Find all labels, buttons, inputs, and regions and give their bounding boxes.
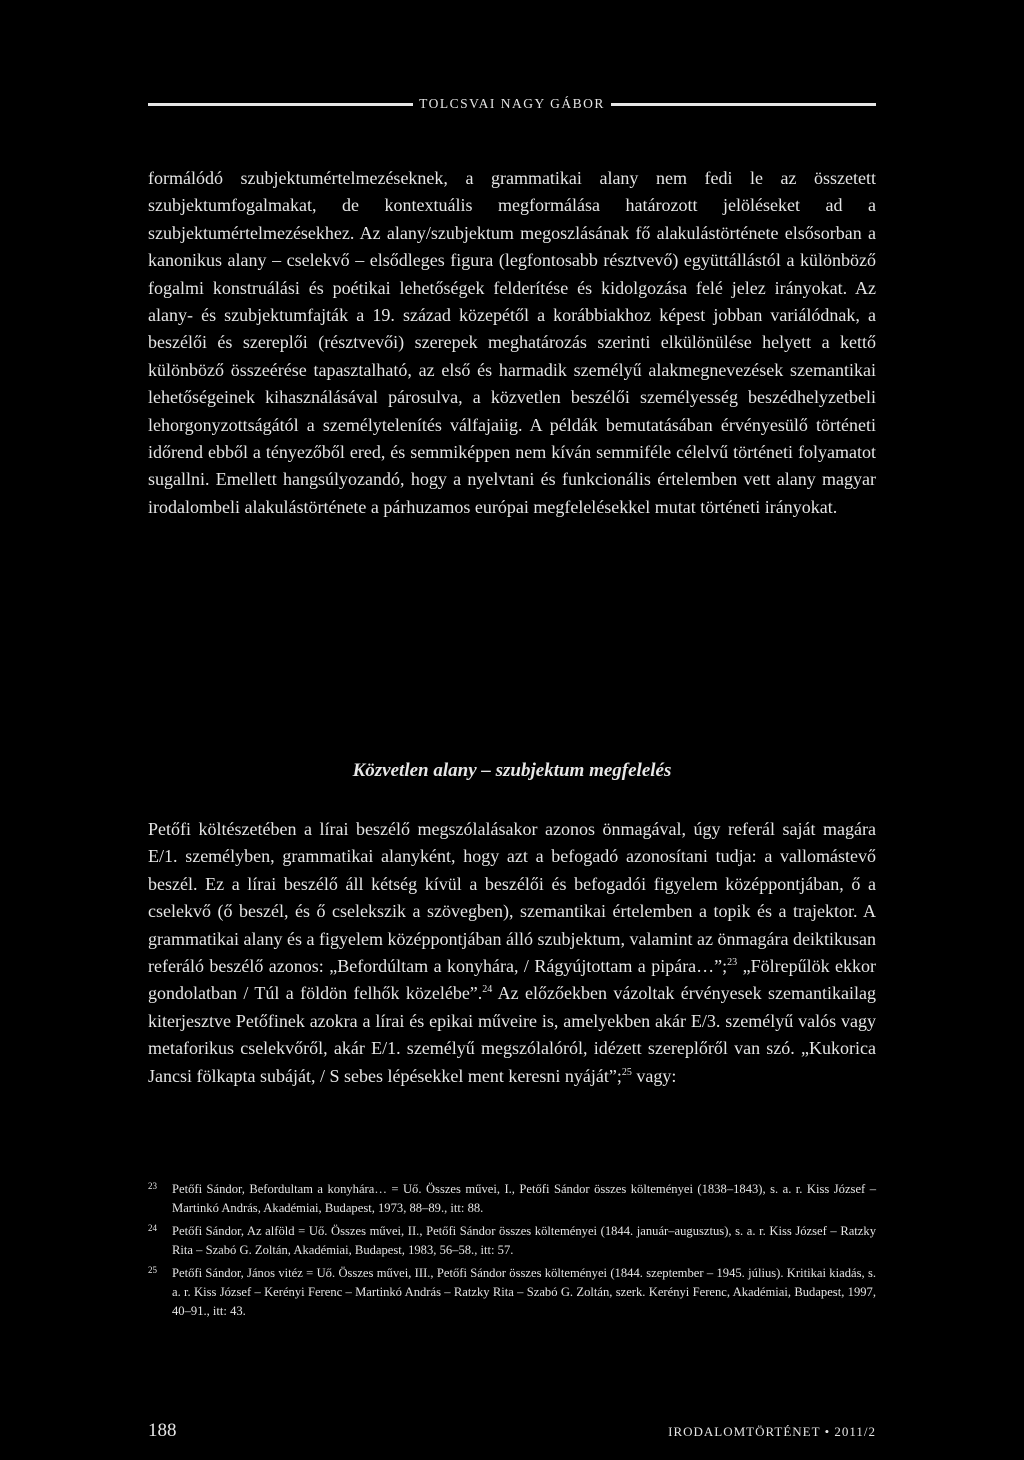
header-rule-right <box>611 103 876 106</box>
footnote-ref-24[interactable]: 24 <box>482 984 493 996</box>
running-title: TOLCSVAI NAGY GÁBOR <box>419 96 605 111</box>
footnote-number: 25 <box>148 1265 157 1275</box>
footnote-24 <box>148 1222 876 1260</box>
body-paragraph-2 <box>148 816 876 1090</box>
paragraph-2-part-b: „Fölrepűlök ekkor gondolatban / Túl a földön felhők közelébe”. <box>148 956 877 1004</box>
footnote-ref-23[interactable]: 23 <box>727 957 738 969</box>
footnote-number: 24 <box>148 1223 157 1233</box>
footnote-text: Petőfi Sándor, Befordultam a konyhára… = Uő. Összes művei, I., Petőfi Sándor összes költeményei (1838–1843), s. a. r. Kiss József – Martinkó András, Akadémiai, Budapest, 1973, 88–89., itt: 88. <box>172 1182 876 1215</box>
running-header <box>148 94 876 114</box>
paragraph-2-part-c: Az előzőekben vázoltak érvényesek szemantikailag kiterjesztve Petőfinek azokra a lírai és epikai műveire is, amelyekben akár E/3. személyű valós vagy metaforikus cselekvőről, akár E/1. személyű megszólalóról, idézett szereplőről van szó. „Kukorica Jancsi fölkapta subáját, / S sebes lépésekkel ment keresni nyáját”; <box>148 983 876 1086</box>
body-paragraph-1: formálódó szubjektumértelmezéseknek, a grammatikai alany nem fedi le az összetett szubjektumfogalmakat, de kontextuális megformálása határozott jelöléseket ad a szubjektumértelmezésekhez. Az alany/szubjektum megoszlásának fő alakulástörténete elsősorban a kanonikus alany – cselekvő – elsődleges figura (legfontosabb résztvevő) együttállástól a különböző fogalmi konstruálási és poétikai lehetőségek felderítése és kidolgozása felé jelez irányokat. Az alany- és szubjektumfajták a 19. század közepétől a korábbiakhoz képest jobban variálódnak, a beszélői és szereplői (résztvevői) szerepek meghatározás szerinti elkülönülése helyett a kettő különböző összeérése tapasztalható, az első és harmadik személyű alakmegnevezések szemantikai lehetőségeinek kihasználásával párosulva, a közvetlen beszélői személyesség beszédhelyzetbeli lehorgonyzottságától a személytelenítés válfajaiig. A példák bemutatásában érvényesülő történeti időrend ebből a tényezőből ered, és semmiképpen nem kíván semmiféle célelvű történeti folyamatot sugallni. Emellett hangsúlyozandó, hogy a nyelvtani és funkcionális értelemben vett alany magyar irodalombeli alakulástörténete a párhuzamos európai megfelelésekkel mutat történeti irányokat. <box>148 168 876 517</box>
paragraph-2-part-a: Petőfi költészetében a lírai beszélő megszólalásakor azonos önmagával, úgy referál saját magára E/1. személyben, grammatikai alanyként, hogy azt a befogadó azonosítani tudja: a vallomástevő beszél. Ez a lírai beszélő áll kétség kívül a beszélői és befogadói figyelem középpontjában, ő a cselekvő (ő beszél, és ő cselekszik a szövegben), szemantikai értelemben a topik és a trajektor. A grammatikai alany és a figyelem középpontjában álló szubjektum, valamint az önmagára deiktikusan referáló beszélő azonos: „Befordúltam a konyhára, / Rágyújtottam a pipára…”; <box>148 819 876 977</box>
footnote-text: Petőfi Sándor, János vitéz = Uő. Összes művei, III., Petőfi Sándor összes költeményei (1844. szeptember – 1945. július). Kritikai kiadás, s. a. r. Kiss József – Kerényi Ferenc – Martinkó András – Ratzky Rita – Szabó G. Zoltán, szerk. Kerényi Ferenc, Akadémiai, Budapest, 1997, 40–91., itt: 43. <box>172 1266 876 1318</box>
journal-issue: IRODALOMTÖRTÉNET • 2011/2 <box>668 1424 876 1439</box>
section-heading: Közvetlen alany – szubjektum megfelelés <box>352 760 672 781</box>
footnote-23 <box>148 1180 876 1218</box>
paragraph-2-part-d: vagy: <box>631 1065 677 1086</box>
page-number: 188 <box>148 1420 177 1441</box>
footnote-ref-25[interactable]: 25 <box>621 1066 632 1078</box>
footnote-number: 23 <box>148 1181 157 1191</box>
header-rule-left <box>148 103 413 106</box>
footnotes <box>148 1180 876 1325</box>
footnote-text: Petőfi Sándor, Az alföld = Uő. Összes művei, II., Petőfi Sándor összes költeményei (1844. január–augusztus), s. a. r. Kiss József – Ratzky Rita – Szabó G. Zoltán, Akadémiai, Budapest, 1983, 56–58., itt: 57. <box>172 1224 876 1257</box>
footnote-25 <box>148 1264 876 1321</box>
page-footer <box>148 1420 876 1442</box>
